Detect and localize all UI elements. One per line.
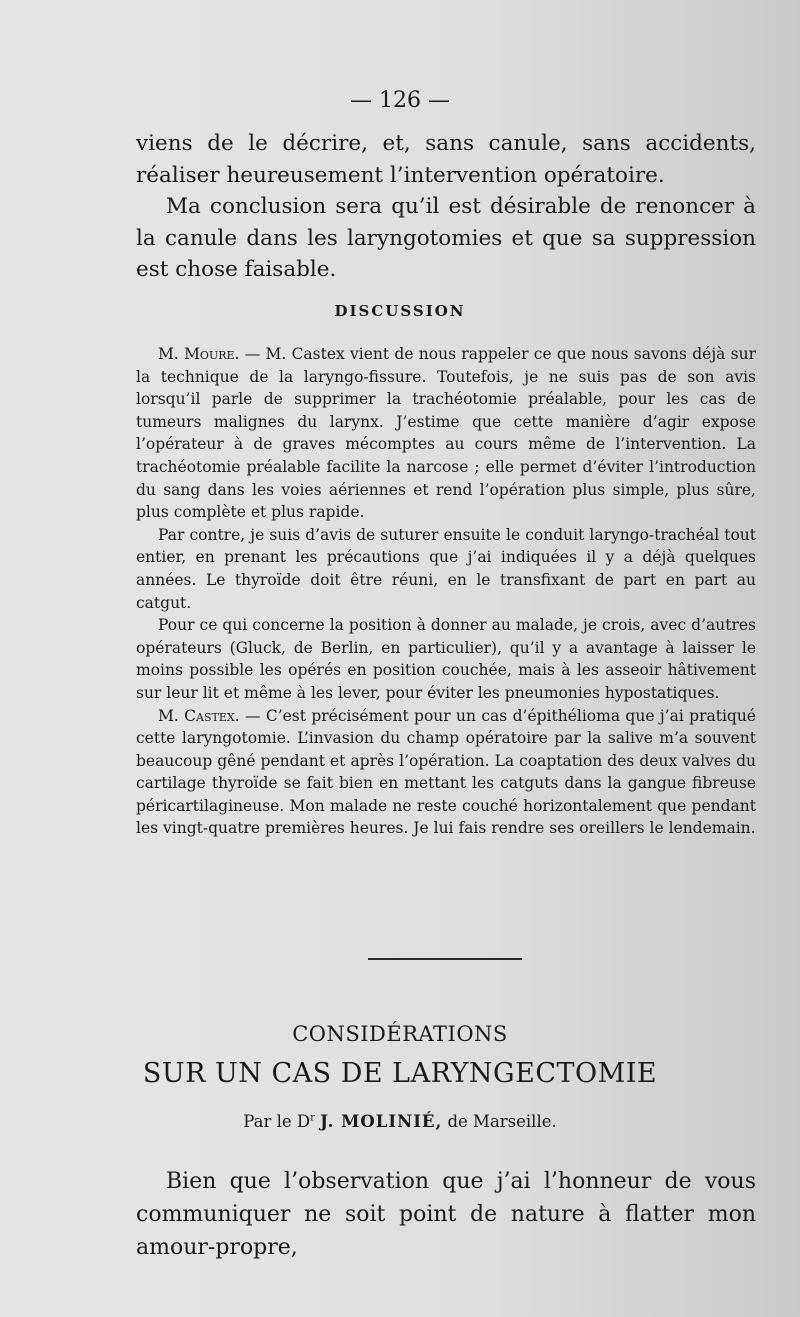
discussion-heading: DISCUSSION	[334, 302, 466, 320]
speaker-castex: M. Castex.	[158, 706, 240, 725]
article-title-line-1: CONSIDÉRATIONS	[292, 1022, 508, 1046]
moure-paragraph-1	[136, 343, 756, 524]
castex-text: — C’est précisément pour un cas d’épithélioma que j’ai pratiqué cette laryngotomie. L’invasion du champ opératoire par la salive m’a souvent beaucoup gêné pendant et après l’opération. La coaptation des deux valves du cartilage thyroïde se fait bien en mettant les catguts dans la gangue fibreuse péricartilagineuse. Mon malade ne reste couché horizontalement que pendant les vingt-quatre premières heures. Je lui fais rendre ses oreillers le lendemain.	[136, 706, 756, 838]
byline	[0, 1112, 800, 1131]
article-title-line-2: SUR UN CAS DE LARYNGECTOMIE	[142, 1058, 658, 1089]
article-body	[136, 1165, 756, 1264]
byline-sup: r	[310, 1112, 315, 1124]
opening-paragraph-2: Ma conclusion sera qu’il est désirable de renoncer à la canule dans les laryngotomies et que sa suppression est chose faisable.	[136, 194, 756, 282]
castex-paragraph	[136, 705, 756, 841]
discussion-body	[136, 343, 756, 840]
opening-section	[136, 128, 756, 286]
byline-suffix: de Marseille.	[442, 1112, 557, 1131]
author-name: J. MOLINIÉ,	[320, 1112, 443, 1131]
moure-paragraph-3: Pour ce qui concerne la position à donner au malade, je crois, avec d’autres opérateurs (Gluck, de Berlin, en particulier), qu’il y a avantage à laisser le moins possible les opérés en position couchée, mais à les asseoir hâtivement sur leur lit et même à les lever, pour éviter les pneumonies hypostatiques.	[136, 616, 756, 702]
opening-paragraph-1: viens de le décrire, et, sans canule, sans accidents, réaliser heureusement l’intervention opératoire.	[136, 131, 756, 188]
page-number: — 126 —	[350, 88, 450, 113]
byline-prefix: Par le D	[243, 1112, 311, 1131]
moure-text: — M. Castex vient de nous rappeler ce que nous savons déjà sur la technique de la laryngo-fissure. Toutefois, je ne suis pas de son avis lorsqu’il parle de supprimer la trachéotomie préalable, pour les cas de tumeurs malignes du larynx. J’estime que cette manière d’agir expose l’opérateur à de graves mécomptes au cours même de l’intervention. La trachéotomie préalable facilite la narcose ; elle permet d’éviter l’introduction du sang dans les voies aériennes et rend l’opération plus simple, plus sûre, plus complète et plus rapide.	[136, 345, 756, 522]
section-divider	[368, 958, 522, 960]
moure-paragraph-2: Par contre, je suis d’avis de suturer ensuite le conduit laryngo-trachéal tout entier, en prenant les précautions que j’ai indiquées il y a déjà quelques années. Le thyroïde doit être réuni, en le transfixant de part en part au catgut.	[136, 525, 756, 612]
article-first-paragraph: Bien que l’observation que j’ai l’honneur de vous communiquer ne soit point de nature à flatter mon amour-propre,	[136, 1169, 756, 1260]
speaker-moure: M. Moure.	[158, 345, 240, 363]
